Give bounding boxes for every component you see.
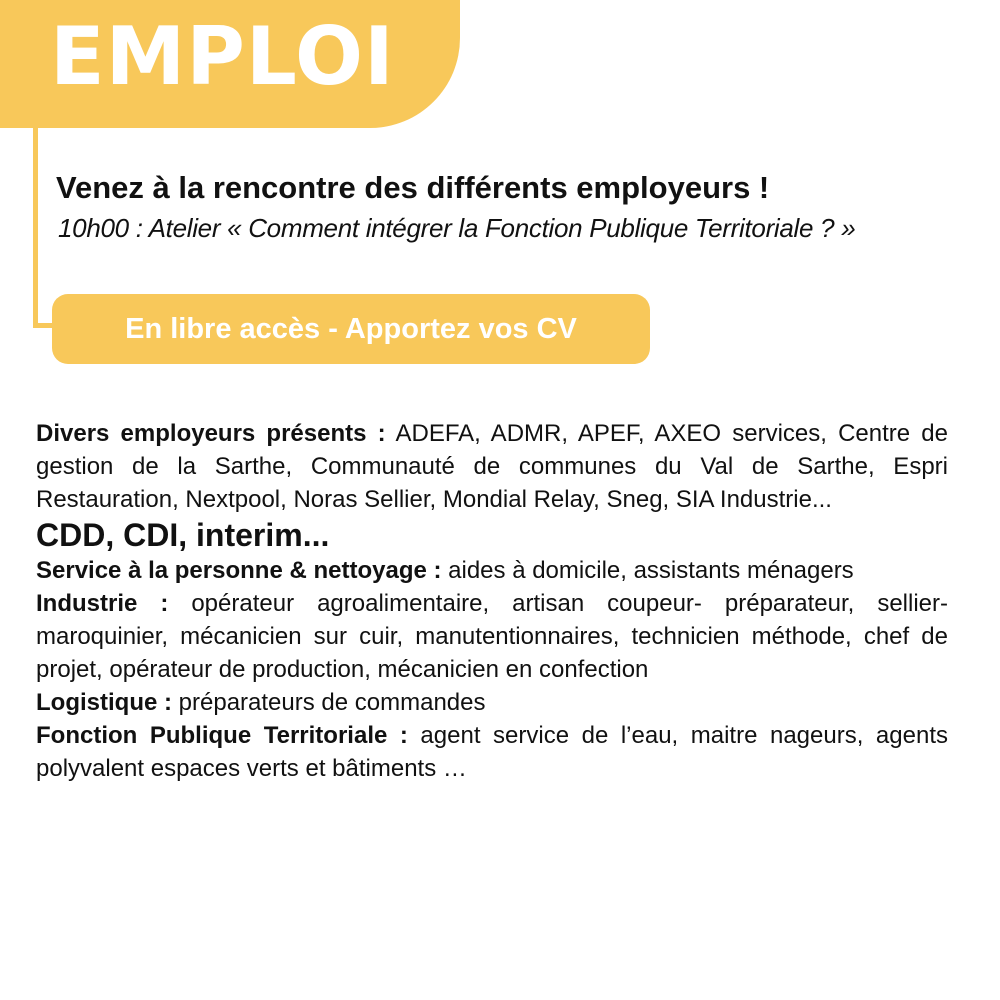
sector-text: préparateurs de commandes: [171, 689, 486, 716]
sector-label: Service à la personne & nettoyage :: [36, 557, 442, 584]
sector-label: Industrie :: [36, 590, 169, 617]
sector-text: opérateur agroalimentaire, artisan coupeur- préparateur, sellier-maroquinier, mécanicien sur cuir, manutentionnaires, technicien méthode, chef de projet, opérateur de production, mécanicien en confection: [36, 590, 948, 683]
sector-paragraph-service: [36, 554, 948, 587]
page-title: EMPLOI: [50, 10, 395, 103]
sector-label: Fonction Publique Territoriale :: [36, 722, 408, 749]
sector-label: Logistique :: [36, 689, 172, 716]
decorative-vertical-line: [33, 120, 38, 328]
access-pill: [52, 294, 650, 364]
access-pill-text: En libre accès - Apportez vos CV: [125, 312, 577, 345]
headline: Venez à la rencontre des différents employeurs !: [56, 170, 770, 205]
contracts-title: CDD, CDI, interim...: [36, 517, 330, 553]
sector-paragraph-fpt: [36, 719, 948, 785]
sector-text: aides à domicile, assistants ménagers: [441, 557, 854, 584]
employers-paragraph: [36, 417, 948, 516]
sector-paragraph-logistique: [36, 686, 948, 719]
employers-list: ADEFA, ADMR, APEF, AXEO services, Centre de gestion de la Sarthe, Communauté de communes du Val de Sarthe, Espri Restauration, Nextpool, Noras Sellier, Mondial Relay, Sneg, SIA Industrie...: [36, 420, 949, 513]
title-banner: [0, 0, 460, 128]
sector-paragraph-industrie: [36, 587, 948, 686]
sector-text: agent service de l’eau, maitre nageurs, agents polyvalent espaces verts et bâtiments …: [36, 722, 948, 782]
employers-label: Divers employeurs présents :: [36, 420, 386, 447]
atelier-line: 10h00 : Atelier « Comment intégrer la Fonction Publique Territoriale ? »: [58, 213, 856, 243]
content-body: [36, 417, 948, 785]
